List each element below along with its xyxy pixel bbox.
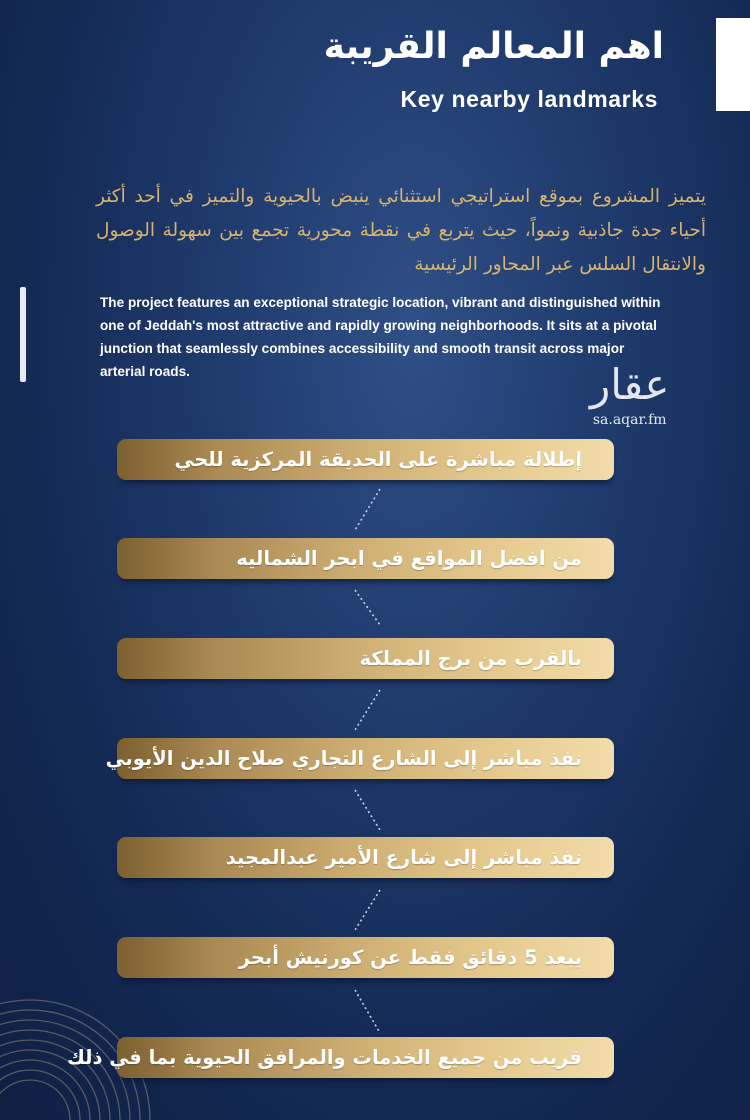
connector-line <box>355 489 380 530</box>
landmark-item <box>117 439 614 480</box>
landmark-item <box>117 937 614 978</box>
landmark-item <box>67 1037 614 1078</box>
connector-line <box>355 590 380 625</box>
connector-line <box>355 990 380 1033</box>
connector-line <box>355 890 380 930</box>
description-english: The project features an exceptional strategic location, vibrant and distinguished within one of Jeddah's most attractive and rapidly growing neighborhoods. It sits at a pivotal junction that seamlessly combines accessibility and smooth transit across major arterial roads. <box>100 295 661 379</box>
landmark-item <box>117 538 614 579</box>
landmark-label: بالقرب من برج المملكة <box>359 647 582 670</box>
description-arabic: يتميز المشروع بموقع استراتيجي استثنائي ينبض بالحيوية والتميز في أحد أكثر أحياء جدة جاذبية ونمواً، حيث يتربع في نقطة محورية تجمع بين سهولة الوصول والانتقال السلس عبر المحاور الرئيسية <box>96 186 706 275</box>
watermark-url: sa.aqar.fm <box>592 412 667 428</box>
title-arabic: اهم المعالم القريبة <box>323 26 664 67</box>
landmark-label: يبعد 5 دقائق فقط عن كورنيش أبحر <box>238 946 582 969</box>
landmark-label: نفذ مباشر إلى الشارع التجاري صلاح الدين الأيوبي <box>105 747 582 770</box>
watermark-logo: عقار <box>590 360 670 409</box>
landmark-label: من افضل المواقع في ابحر الشماليه <box>236 547 582 570</box>
landmark-label: إطلالة مباشرة على الحديقة المركزية للحي <box>174 448 582 471</box>
landmark-item <box>117 638 614 679</box>
landmark-label: نفذ مباشر إلى شارع الأمير عبدالمجيد <box>225 846 582 869</box>
landmark-item <box>117 837 614 878</box>
connector-line <box>355 790 380 830</box>
connector-line <box>355 690 380 730</box>
landmark-item <box>105 738 614 779</box>
landmark-label: قريب من جميع الخدمات والمرافق الحيوية بما في ذلك <box>67 1046 582 1069</box>
title-english: Key nearby landmarks <box>400 86 658 112</box>
